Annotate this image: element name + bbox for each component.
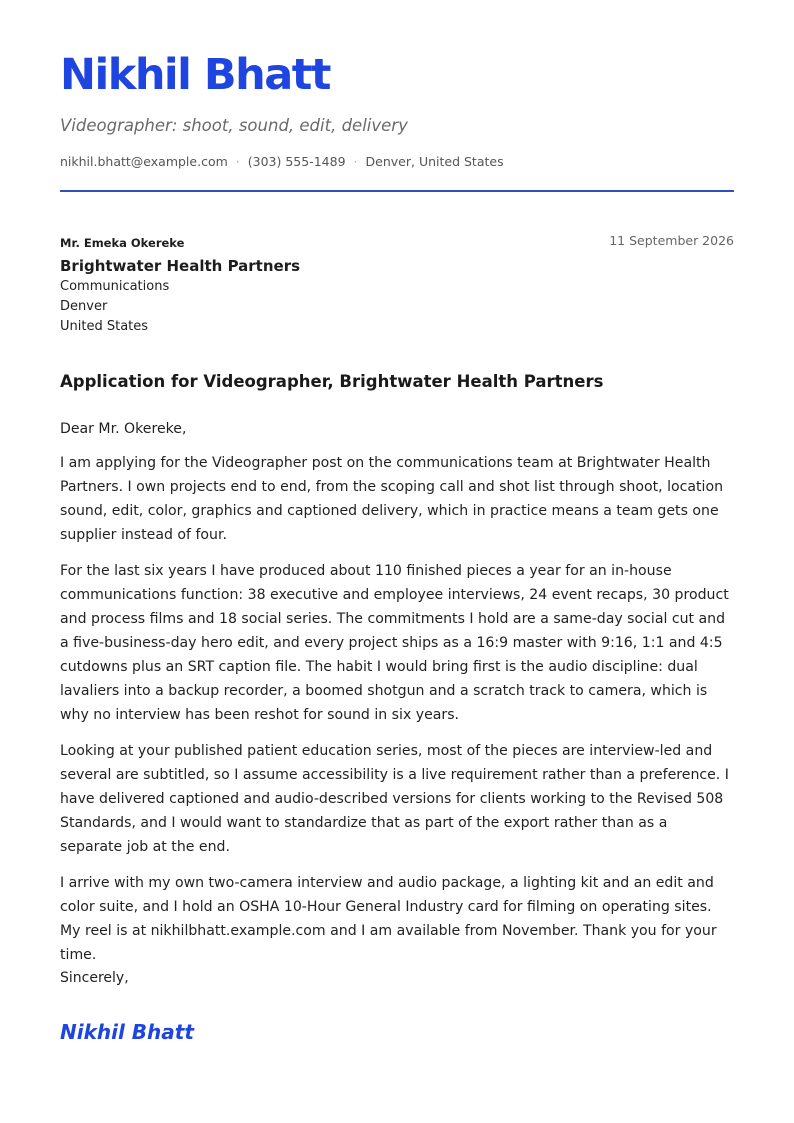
recipient-block	[60, 233, 300, 337]
body-paragraph: I am applying for the Videographer post on the communications team at Brightwater Health Partners. I own projects end to end, from the scoping call and shot list through shoot, location sound, edit, color, graphics and captioned delivery, which in practice means a team gets one supplier instead of four.	[60, 455, 724, 543]
recipient-city: Denver	[60, 299, 108, 314]
closing: Sincerely,	[60, 970, 129, 986]
contact-separator: ·	[353, 154, 358, 169]
signature: Nikhil Bhatt	[60, 1020, 194, 1044]
salutation: Dear Mr. Okereke,	[60, 421, 187, 437]
letter-subject: Application for Videographer, Brightwater Health Partners	[60, 372, 604, 391]
letter-date: 11 September 2026	[609, 233, 734, 248]
recipient-name: Mr. Emeka Okereke	[60, 236, 185, 250]
body-paragraph: For the last six years I have produced about 110 finished pieces a year for an in-house communications function: 38 executive and employee interviews, 24 event recaps, 30 product and process films and 18 social series. The commitments I hold are a same-day social cut and a five-business-day hero edit, and every project ships as a 16:9 master with 9:16, 1:1 and 4:5 cutdowns plus an SRT caption file. The habit I would bring first is the audio discipline: dual lavaliers into a backup recorder, a boomed shotgun and a scratch track to camera, which is why no interview has been reshot for sound in six years.	[60, 563, 729, 723]
recipient-organization: Brightwater Health Partners	[60, 257, 301, 275]
contact-separator: ·	[235, 154, 240, 169]
contact-line	[60, 154, 504, 169]
letter-body	[60, 417, 734, 979]
contact-location: Denver, United States	[365, 154, 504, 169]
body-paragraph: Looking at your published patient education series, most of the pieces are interview-led and several are subtitled, so I assume accessibility is a live requirement rather than a preference. I have delivered captioned and audio-described versions for clients working to the Revised 508 Standards, and I would want to standardize that as part of the export rather than as a separate job at the end.	[60, 743, 729, 855]
contact-email[interactable]: nikhil.bhatt@example.com	[60, 154, 228, 169]
contact-phone[interactable]: (303) 555-1489	[247, 154, 346, 169]
applicant-tagline: Videographer: shoot, sound, edit, delivery	[60, 116, 408, 135]
recipient-country: United States	[60, 319, 149, 334]
header-divider	[60, 190, 734, 192]
body-paragraph: I arrive with my own two-camera interview and audio package, a lighting kit and an edit and color suite, and I hold an OSHA 10-Hour General Industry card for filming on operating sites. My reel is at nikhilbhatt.example.com and I am available from November. Thank you for your time.	[60, 875, 717, 963]
recipient-department: Communications	[60, 279, 170, 294]
applicant-name: Nikhil Bhatt	[60, 50, 330, 100]
